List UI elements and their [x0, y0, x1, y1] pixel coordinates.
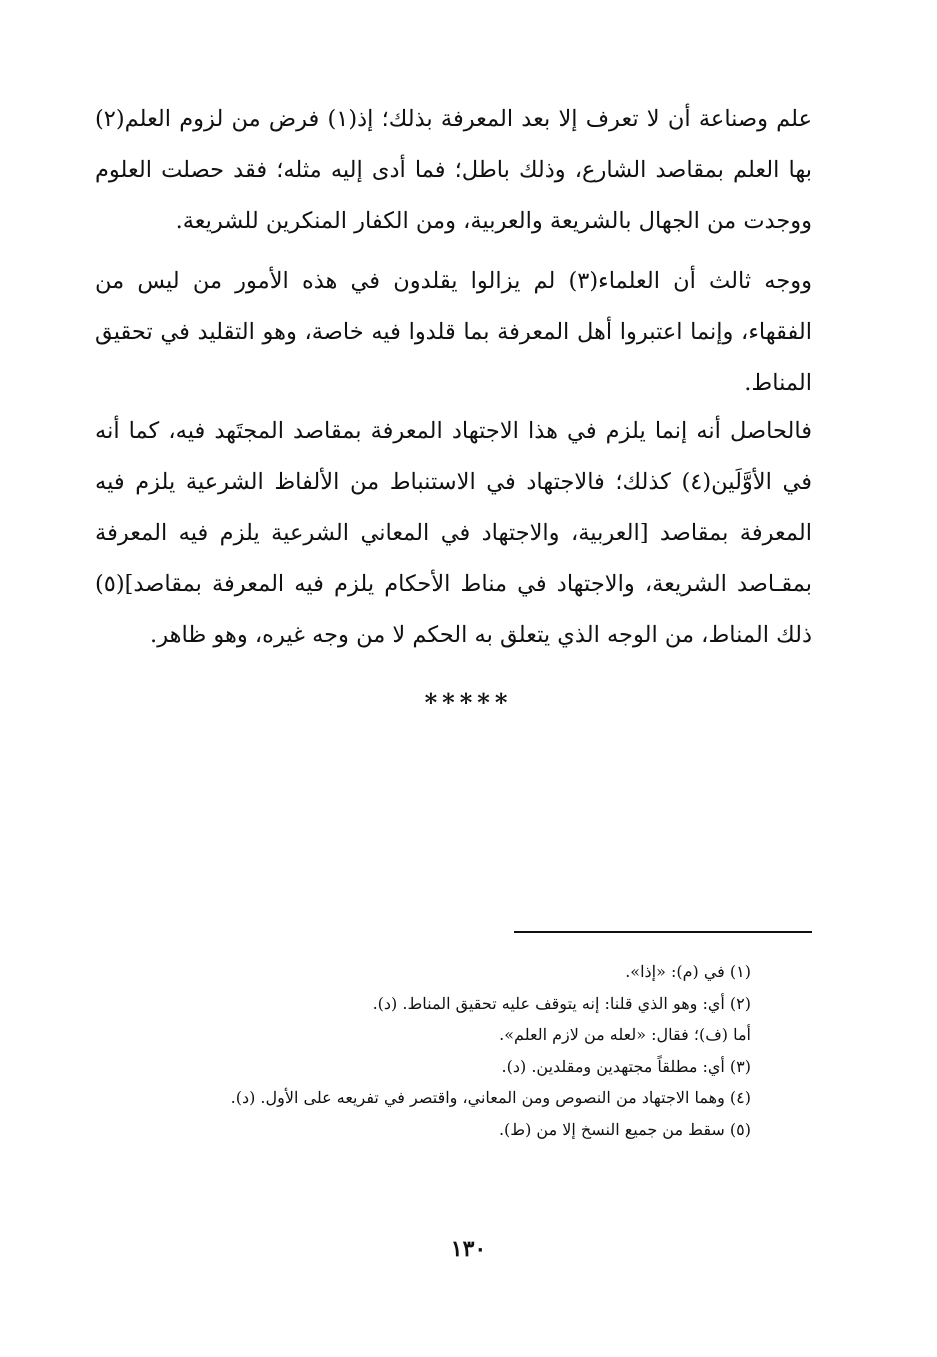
page-number: ١٣٠	[450, 1236, 487, 1262]
footnotes	[95, 956, 751, 1145]
footnote-1: (١) في (م): «إذا».	[625, 962, 751, 981]
footnote-4: (٤) وهما الاجتهاد من النصوص ومن المعاني، واقتصر في تفريعه على الأول. (د).	[230, 1088, 751, 1107]
body-paragraph-3: فالحاصل أنه إنما يلزم في هذا الاجتهاد المعرفة بمقاصد المجتَهد فيه، كما أنه في الأوَّلَين(٤) كذلك؛ فالاجتهاد في الاستنباط من الألفاظ الشرعية يلزم فيه المعرفة بمقاصد [العربية، والاجتهاد في المعاني الشرعية يلزم فيه المعرفة بمقـاصد الشريعة، والاجتهاد في مناط الأحكام يلزم فيه المعرفة بمقاصد](٥) ذلك المناط، من الوجه الذي يتعلق به الحكم لا من وجه غيره، وهو ظاهر.	[95, 418, 813, 648]
footnote-2-continued: أما (ف)؛ فقال: «لعله من لازم العلم».	[499, 1025, 751, 1044]
section-separator: *****	[424, 688, 513, 717]
footnote-3: (٣) أي: مطلقاً مجتهدين ومقلدين. (د).	[501, 1056, 751, 1076]
body-paragraph-2: ووجه ثالث أن العلماء(٣) لم يزالوا يقلدون في هذه الأمور من ليس من الفقهاء، وإنما اعتبروا أهل المعرفة بما قلدوا فيه خاصة، وهو التقليد في تحقيق المناط.	[95, 268, 812, 396]
footnote-divider	[514, 931, 812, 933]
footnote-5: (٥) سقط من جميع النسخ إلا من (ط).	[498, 1119, 751, 1139]
footnote-2: (٢) أي: وهو الذي قلنا: إنه يتوقف عليه تحقيق المناط. (د).	[372, 993, 751, 1013]
body-paragraph-1: علم وصناعة أن لا تعرف إلا بعد المعرفة بذلك؛ إذ(١) فرض من لزوم العلم(٢) بها العلم بمقاصد الشارع، وذلك باطل؛ فما أدى إليه مثله؛ فقد حصلت العلوم ووجدت من الجهال بالشريعة والعربية، ومن الكفار المنكرين للشريعة.	[95, 106, 812, 234]
